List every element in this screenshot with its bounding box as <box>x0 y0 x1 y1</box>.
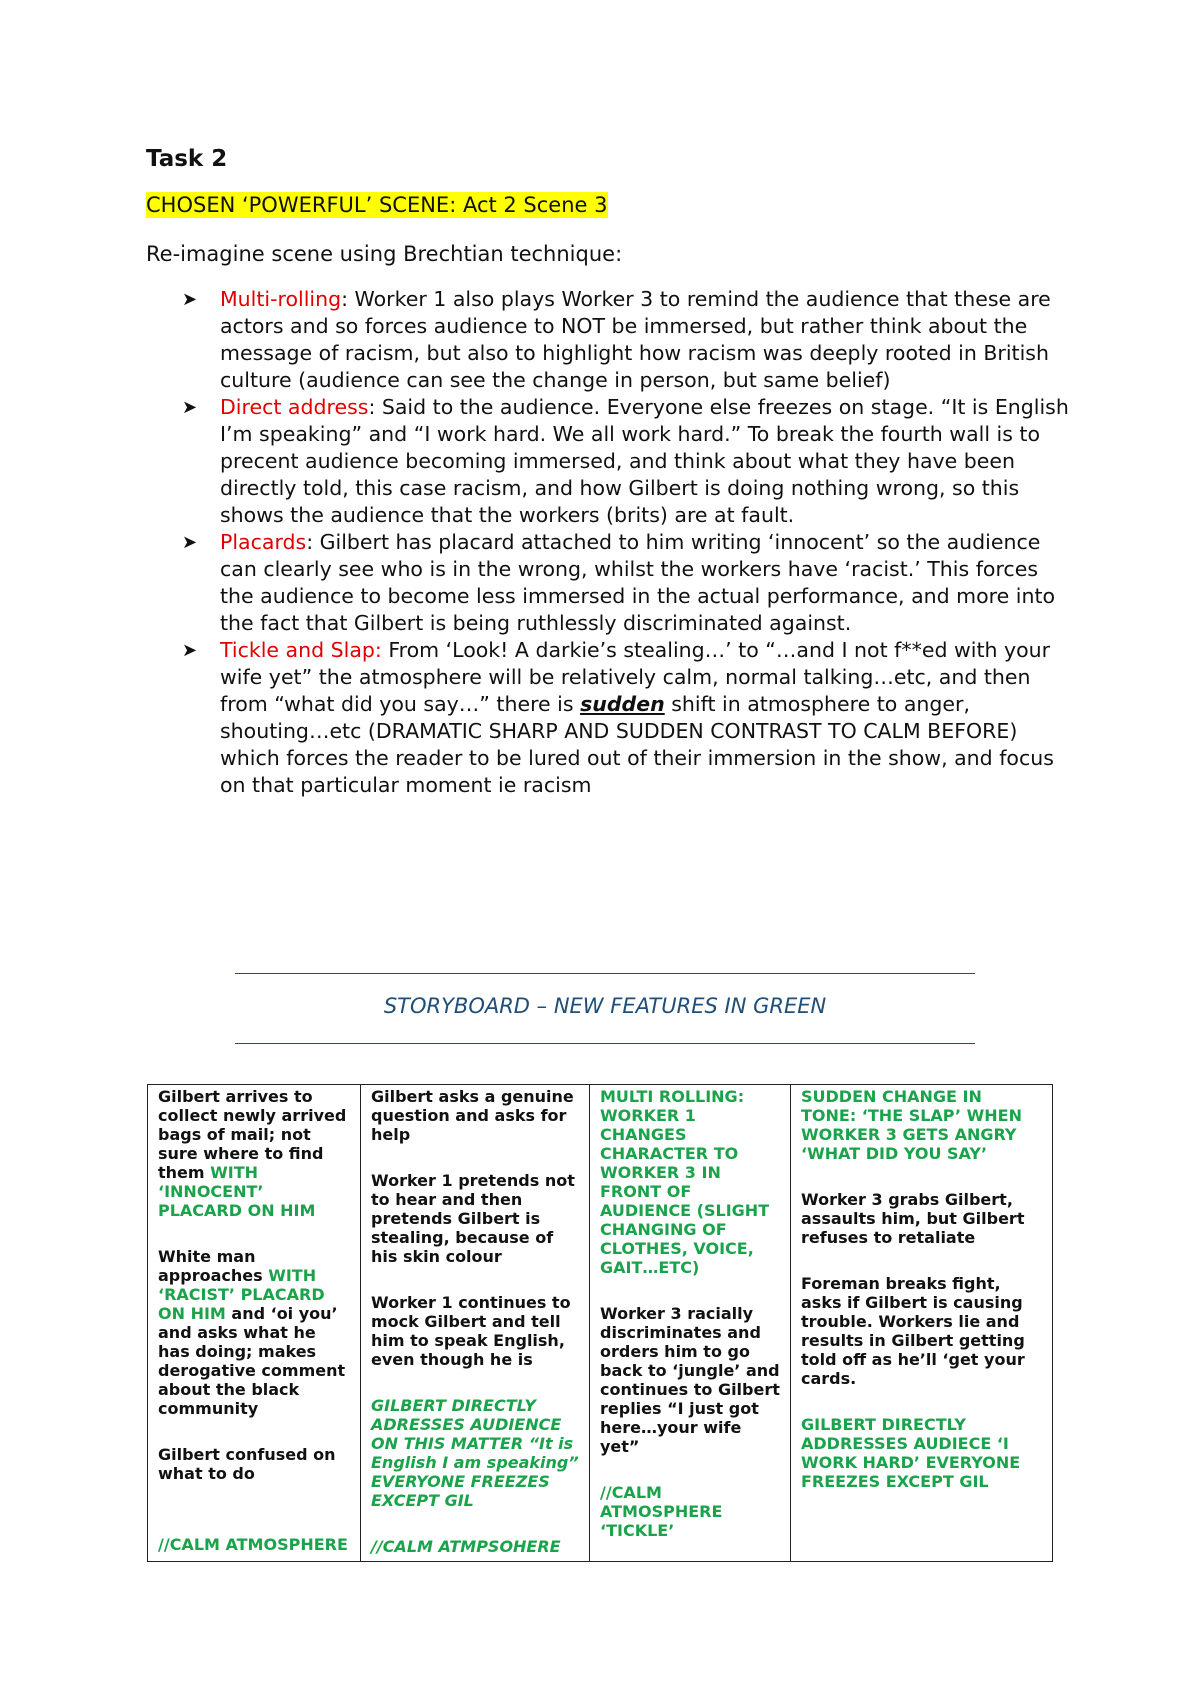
cell-paragraph: Worker 1 continues to mock Gilbert and tell him to speak English, even though he is <box>371 1293 571 1369</box>
cell-paragraph: Gilbert asks a genuine question and asks for help <box>371 1087 574 1144</box>
cell-paragraph: GILBERT DIRECTLY ADDRESSES AUDIECE ‘I WORK HARD’ EVERYONE FREEZES EXCEPT GIL <box>801 1415 1021 1491</box>
cell-paragraph: Worker 1 pretends not to hear and then pretends Gilbert is stealing, because of his skin colour <box>371 1171 575 1266</box>
arrow-bullet-icon: ➤ <box>182 289 198 310</box>
cell-atmosphere-note: //CALM ATMPSOHERE <box>371 1537 561 1556</box>
technique-list <box>178 286 1078 799</box>
reimagine-intro: Re-imagine scene using Brechtian technique: <box>146 242 623 266</box>
divider-top <box>235 973 975 974</box>
cell-atmosphere-note: //CALM ATMOSPHERE ‘TICKLE’ <box>600 1483 723 1540</box>
cell-paragraph: SUDDEN CHANGE IN TONE: ‘THE SLAP’ WHEN WORKER 3 GETS ANGRY ‘WHAT DID YOU SAY’ <box>801 1087 1022 1163</box>
cell-paragraph: MULTI ROLLING: WORKER 1 CHANGES CHARACTER TO WORKER 3 IN FRONT OF AUDIENCE (SLIGHT CHANGING OF CLOTHES, VOICE, GAIT…ETC) <box>600 1087 770 1277</box>
storyboard-cell-3 <box>590 1085 791 1562</box>
technique-term: Direct address <box>220 395 369 419</box>
technique-item <box>178 394 1078 529</box>
cell-paragraph: Foreman breaks fight, asks if Gilbert is causing trouble. Workers lie and results in Gilbert getting told off as he’ll ‘get your cards. <box>801 1274 1025 1388</box>
storyboard-table <box>147 1084 1053 1562</box>
cell-paragraph: GILBERT DIRECTLY ADRESSES AUDIENCE ON THIS MATTER “It is English I am speaking” EVERYONE FREEZES EXCEPT GIL <box>371 1396 579 1510</box>
cell-paragraph: Worker 3 racially discriminates and orders him to go back to ‘jungle’ and continues to Gilbert replies “I just got here…your wife yet” <box>600 1304 780 1456</box>
cell-paragraph: Gilbert confused on what to do <box>158 1445 336 1483</box>
technique-term: Placards <box>220 530 307 554</box>
arrow-bullet-icon: ➤ <box>182 532 198 553</box>
emphasis-sudden: sudden <box>580 692 665 716</box>
chosen-scene-line <box>146 193 608 217</box>
technique-text: : Gilbert has placard attached to him writing ‘innocent’ so the audience can clearly see who is in the wrong, whilst the workers have ‘racist.’ This forces the audience to become less immersed in the actual performance, and more into the fact that Gilbert is being ruthlessly discriminated against. <box>220 530 1056 635</box>
cell-atmosphere-note: //CALM ATMOSPHERE <box>158 1535 348 1554</box>
cell-paragraph: White man approaches WITH ‘RACIST’ PLACARD ON HIM and ‘oi you’ and asks what he has doing; makes derogative comment about the black community <box>158 1247 346 1418</box>
arrow-bullet-icon: ➤ <box>182 397 198 418</box>
storyboard-cell-2 <box>361 1085 590 1562</box>
arrow-bullet-icon: ➤ <box>182 640 198 661</box>
storyboard-title: STORYBOARD – NEW FEATURES IN GREEN <box>383 994 827 1018</box>
storyboard-cell-1 <box>148 1085 361 1562</box>
technique-term: Multi-rolling <box>220 287 342 311</box>
divider-bottom <box>235 1043 975 1044</box>
technique-text: From ‘Look! A darkie’s stealing…’ to “…and I not f**ed with your wife yet” the atmosphere will be relatively calm, normal talking…etc, and then from “what did you say…” there is <box>220 638 1051 716</box>
storyboard-cell-4 <box>791 1085 1053 1562</box>
technique-item <box>178 529 1078 637</box>
technique-text: : Said to the audience. Everyone else freezes on stage. “It is English I’m speaking” and “I work hard. We all work hard.” To break the fourth wall is to precent audience becoming immersed, and think about what they have been directly told, this case racism, and how Gilbert is doing nothing wrong, so this shows the audience that the workers (brits) are at fault. <box>220 395 1069 527</box>
storyboard-row <box>148 1085 1053 1562</box>
technique-item <box>178 637 1078 799</box>
technique-text: : Worker 1 also plays Worker 3 to remind the audience that these are actors and so forces audience to NOT be immersed, but rather think about the message of racism, but also to highlight how racism was deeply rooted in British culture (audience can see the change in person, but same belief) <box>220 287 1051 392</box>
technique-term: Tickle and Slap: <box>220 638 382 662</box>
cell-paragraph: Gilbert arrives to collect newly arrived bags of mail; not sure where to find them WITH ‘INNOCENT’ PLACARD ON HIM <box>158 1087 347 1220</box>
technique-text: shift in atmosphere to anger, shouting…etc (DRAMATIC SHARP AND SUDDEN CONTRAST TO CALM BEFORE) which forces the reader to be lured out of their immersion in the show, and focus on that particular moment ie racism <box>220 692 1054 797</box>
technique-item <box>178 286 1078 394</box>
task-heading: Task 2 <box>146 146 228 172</box>
cell-paragraph: Worker 3 grabs Gilbert, assaults him, but Gilbert refuses to retaliate <box>801 1190 1025 1247</box>
chosen-scene-highlight: CHOSEN ‘POWERFUL’ SCENE: Act 2 Scene 3 <box>146 193 608 217</box>
